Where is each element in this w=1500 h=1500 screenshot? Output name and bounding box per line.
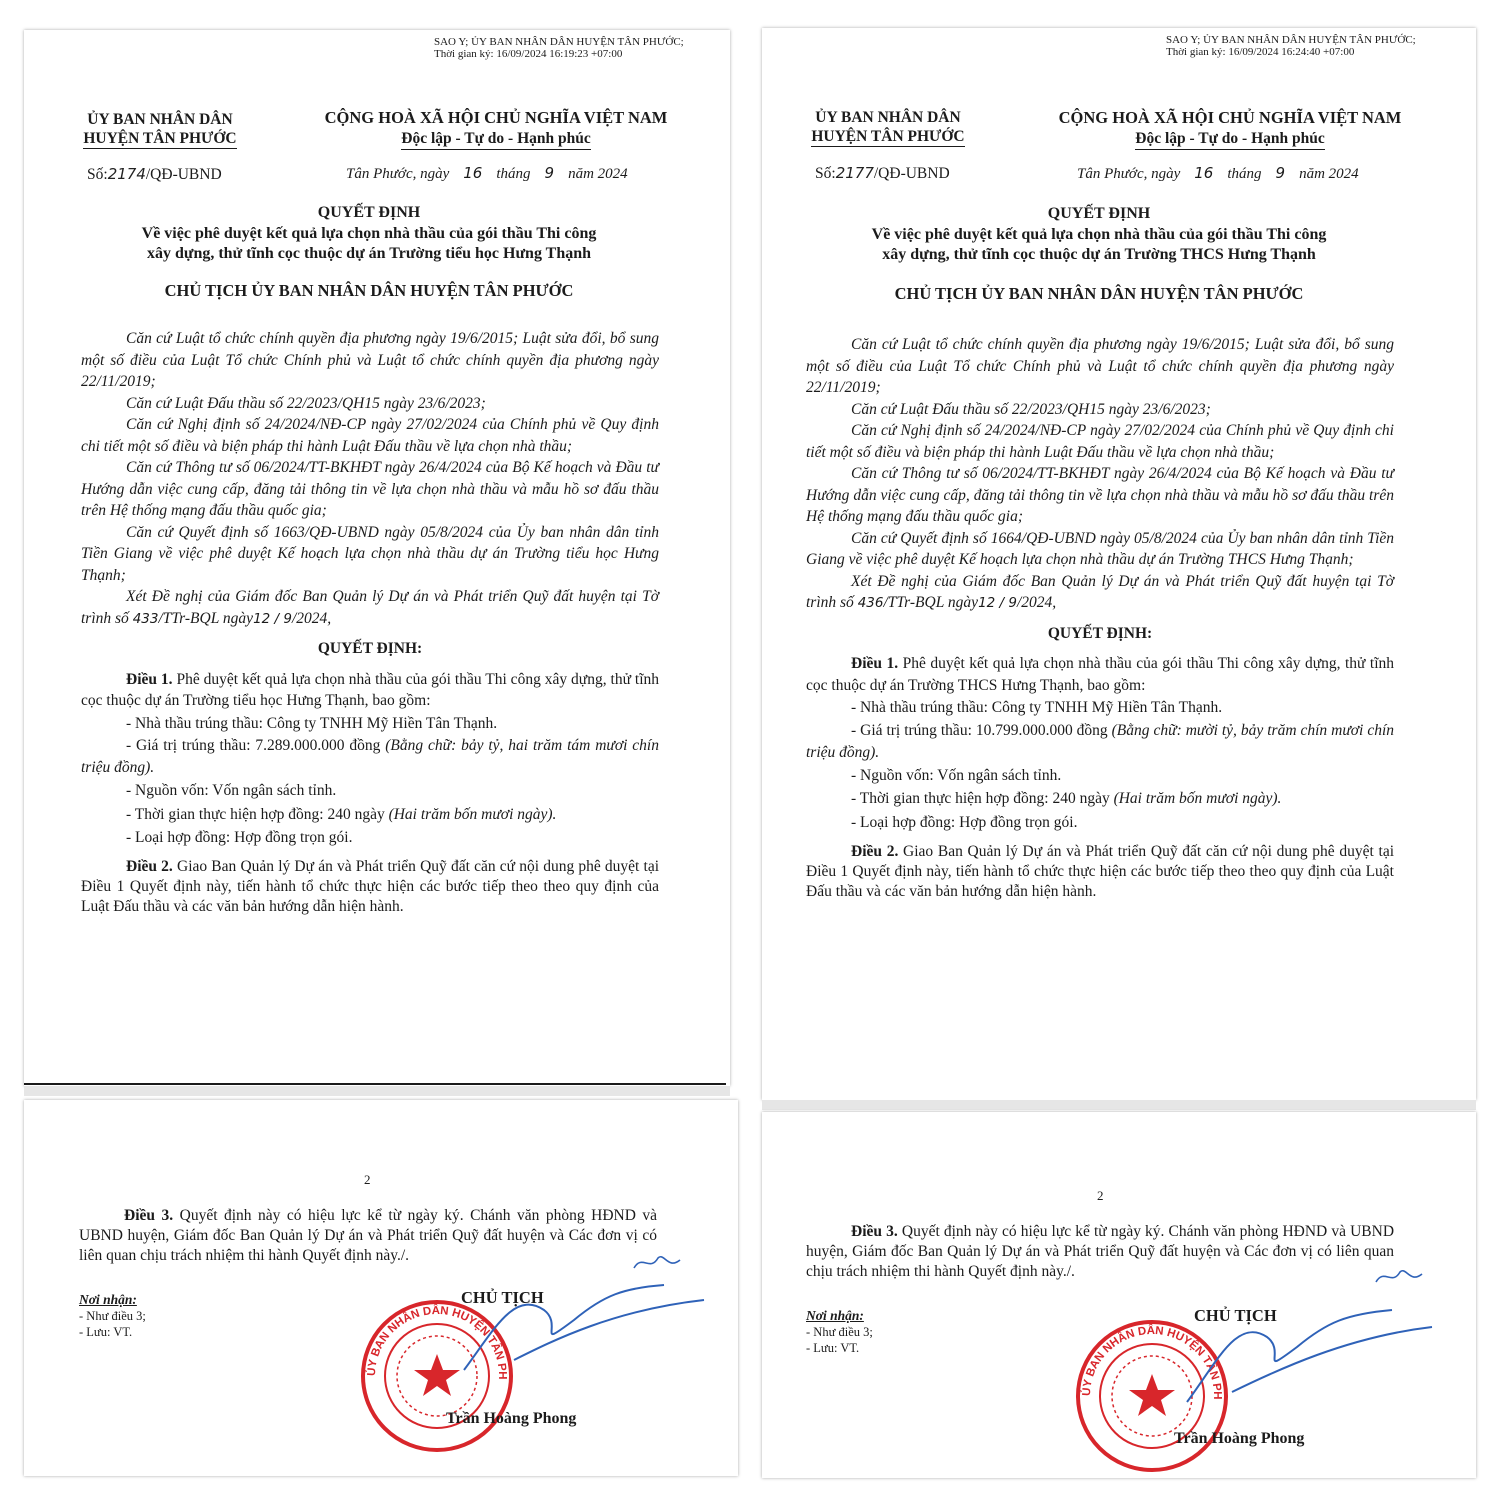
copy-stamp xyxy=(434,36,684,60)
article-1: Điều 1. Phê duyệt kết quả lựa chọn nhà thầu của gói thầu Thi công xây dựng, thử tĩnh cọc thuộc dự án Trường THCS Hưng Thạnh, bao gồm: xyxy=(806,655,1395,694)
article-1-contractor: - Nhà thầu trúng thầu: Công ty TNHH Mỹ Hiền Tân Thạnh. xyxy=(126,714,498,732)
article-2: Điều 2. Giao Ban Quản lý Dự án và Phát triển Quỹ đất căn cứ nội dung phê duyệt tại Điều 1 Quyết định này, tiến hành tổ chức thực hiện các bước tiếp theo theo quy định của Luật Đấu thầu và các văn bản hướng dẫn hiện hành. xyxy=(81,857,660,915)
article-3: Điều 3. Quyết định này có hiệu lực kể từ ngày ký. Chánh văn phòng HĐND và UBND huyện, Giám đốc Ban Quản lý Dự án và Phát triển Quỹ đất huyện và Các đơn vị có liên quan chịu trách nhiệm thi hành Quyết định này./. xyxy=(79,1207,658,1264)
article-1-type: - Loại hợp đồng: Hợp đồng trọn gói. xyxy=(126,829,353,846)
handwritten-month: 9 xyxy=(544,164,555,182)
page-number: 2 xyxy=(1097,1188,1104,1203)
decision-heading: QUYẾT ĐỊNH: xyxy=(317,640,423,657)
article-1-contractor: - Nhà thầu trúng thầu: Công ty TNHH Mỹ Hiền Tân Thạnh. xyxy=(851,699,1223,716)
left-document-page-2 xyxy=(24,1100,738,1476)
handwritten-number: 2174 xyxy=(107,165,146,183)
recipient-item: - Lưu: VT. xyxy=(79,1325,133,1339)
article-1-source: - Nguồn vốn: Vốn ngân sách tỉnh. xyxy=(851,766,1062,784)
org-line2: HUYỆN TÂN PHƯỚC xyxy=(83,130,237,147)
decision-title xyxy=(64,203,674,265)
basis-3: Căn cứ Nghị định số 24/2024/NĐ-CP ngày 27/02/2024 của Chính phủ về Quy định chi tiết một số điều và biện pháp thi hành Luật Đấu thầu về lựa chọn nhà thầu; xyxy=(806,422,1394,461)
article-2: Điều 2. Giao Ban Quản lý Dự án và Phát triển Quỹ đất căn cứ nội dung phê duyệt tại Điều 1 Quyết định này, tiến hành tổ chức thực hiện các bước tiếp theo theo quy định của Luật Đấu thầu và các văn bản hướng dẫn hiện hành. xyxy=(806,843,1395,900)
issuing-organization xyxy=(64,110,256,149)
article-1-duration: - Thời gian thực hiện hợp đồng: 240 ngày (Hai trăm bốn mươi ngày). xyxy=(851,790,1282,807)
signature xyxy=(454,1270,714,1390)
copy-stamp-line2: Thời gian ký: 16/09/2024 16:19:23 +07:00 xyxy=(434,48,623,60)
document-body xyxy=(81,328,659,917)
title-sub2: xây dựng, thử tĩnh cọc thuộc dự án Trường tiểu học Hưng Thạnh xyxy=(146,245,592,262)
issuing-authority: CHỦ TỊCH ỦY BAN NHÂN DÂN HUYỆN TÂN PHƯỚC xyxy=(164,281,574,300)
article-1-value: - Giá trị trúng thầu: 7.289.000.000 đồng (Bằng chữ: bảy tỷ, hai trăm tám mươi chín triệu đồng). xyxy=(81,737,659,776)
issue-date: Tân Phước, ngày 16 tháng 9 năm 2024 xyxy=(346,164,628,182)
signer-name: Trần Hoàng Phong xyxy=(1174,1430,1305,1447)
org-line1: ỦY BAN NHÂN DÂN xyxy=(87,111,233,128)
nation-line1: CỘNG HOÀ XÃ HỘI CHỦ NGHĨA VIỆT NAM xyxy=(1058,108,1402,127)
basis-5: Căn cứ Quyết định số 1664/QĐ-UBND ngày 05/8/2024 của Ủy ban nhân dân tỉnh Tiền Giang về việc phê duyệt Kế hoạch lựa chọn nhà thầu dự án Trường THCS Hưng Thạnh; xyxy=(806,529,1394,568)
basis-2: Căn cứ Luật Đấu thầu số 22/2023/QH15 ngày 23/6/2023; xyxy=(126,394,486,412)
handwritten-report-date: 12 / 9 xyxy=(978,595,1017,611)
national-header xyxy=(286,108,706,150)
national-header xyxy=(1020,108,1440,150)
article-1-duration: - Thời gian thực hiện hợp đồng: 240 ngày (Hai trăm bốn mươi ngày). xyxy=(126,805,557,823)
signer-title: CHỦ TỊCH xyxy=(461,1288,544,1307)
document-number: Số:2177/QĐ-UBND xyxy=(815,164,950,182)
page-edge-line xyxy=(24,1083,726,1085)
handwritten-report-number: 436 xyxy=(857,595,884,611)
issue-date: Tân Phước, ngày 16 tháng 9 năm 2024 xyxy=(1077,164,1359,182)
seal-text: ỦY BAN NHÂN DÂN HUYỆN TÂN PHƯỚC TỈNH TIỀN GIANG xyxy=(1067,1307,1224,1400)
recipients xyxy=(79,1292,146,1340)
recipient-item: - Như điều 3; xyxy=(79,1309,146,1323)
handwritten-day: 16 xyxy=(463,164,483,182)
page-gap-right xyxy=(762,1100,1476,1110)
handwritten-number: 2177 xyxy=(835,164,874,182)
nation-motto: Độc lập - Tự do - Hạnh phúc xyxy=(401,129,590,150)
title-sub2: xây dựng, thử tĩnh cọc thuộc dự án Trường THCS Hưng Thạnh xyxy=(882,246,1316,263)
article-1-source: - Nguồn vốn: Vốn ngân sách tỉnh. xyxy=(126,782,337,799)
signer-name: Trần Hoàng Phong xyxy=(446,1410,577,1427)
seal-text: ỦY BAN NHÂN DÂN HUYỆN TÂN PHƯỚC TỈNH TIỀN GIANG xyxy=(352,1287,509,1380)
org-line2: HUYỆN TÂN PHƯỚC xyxy=(811,128,965,145)
handwritten-day: 16 xyxy=(1194,164,1214,182)
basis-4: Căn cứ Thông tư số 06/2024/TT-BKHĐT ngày 26/4/2024 của Bộ Kế hoạch và Đầu tư Hướng dẫn việc cung cấp, đăng tải thông tin về lựa chọn nhà thầu và mẫu hồ sơ đấu thầu trên Hệ thống mạng đấu thầu quốc gia; xyxy=(806,465,1394,525)
copy-stamp xyxy=(1166,34,1416,58)
title-main: QUYẾT ĐỊNH xyxy=(1047,205,1151,222)
handwritten-report-number: 433 xyxy=(132,610,159,627)
title-sub1: Về việc phê duyệt kết quả lựa chọn nhà thầu của gói thầu Thi công xyxy=(141,224,597,242)
document-body xyxy=(806,334,1394,902)
recipients-label: Nơi nhận: xyxy=(79,1292,137,1307)
handwritten-month: 9 xyxy=(1275,164,1286,182)
basis-1: Căn cứ Luật tổ chức chính quyền địa phương ngày 19/6/2015; Luật sửa đổi, bổ sung một số điều của Luật Tổ chức Chính phủ và Luật tổ chức chính quyền địa phương ngày 22/11/2019; xyxy=(806,336,1394,396)
copy-stamp-line1: SAO Y; ỦY BAN NHÂN DÂN HUYỆN TÂN PHƯỚC; xyxy=(1166,34,1416,46)
article-1: Điều 1. Phê duyệt kết quả lựa chọn nhà thầu của gói thầu Thi công xây dựng, thử tĩnh cọc thuộc dự án Trường tiểu học Hưng Thạnh, bao gồm: xyxy=(81,670,660,709)
basis-2: Căn cứ Luật Đấu thầu số 22/2023/QH15 ngày 23/6/2023; xyxy=(851,400,1211,418)
right-document-page-2 xyxy=(762,1112,1476,1478)
recipients-label: Nơi nhận: xyxy=(806,1308,864,1323)
signature xyxy=(1177,1292,1437,1422)
page-gap-left xyxy=(24,1086,730,1096)
page-number: 2 xyxy=(364,1172,371,1187)
nation-line1: CỘNG HOÀ XÃ HỘI CHỦ NGHĨA VIỆT NAM xyxy=(324,108,668,127)
decision-title xyxy=(794,204,1404,266)
left-document-page-1 xyxy=(24,30,730,1086)
title-sub1: Về việc phê duyệt kết quả lựa chọn nhà thầu của gói thầu Thi công xyxy=(871,225,1327,243)
signer-title: CHỦ TỊCH xyxy=(1194,1306,1277,1325)
nation-motto: Độc lập - Tự do - Hạnh phúc xyxy=(1135,129,1324,150)
recipients xyxy=(806,1308,873,1356)
issuing-authority: CHỦ TỊCH ỦY BAN NHÂN DÂN HUYỆN TÂN PHƯỚC xyxy=(894,284,1304,303)
copy-stamp-line2: Thời gian ký: 16/09/2024 16:24:40 +07:00 xyxy=(1166,46,1355,58)
basis-4: Căn cứ Thông tư số 06/2024/TT-BKHĐT ngày 26/4/2024 của Bộ Kế hoạch và Đầu tư Hướng dẫn việc cung cấp, đăng tải thông tin về lựa chọn nhà thầu và mẫu hồ sơ đấu thầu trên Hệ thống mạng đấu thầu quốc gia; xyxy=(81,459,659,519)
title-main: QUYẾT ĐỊNH xyxy=(317,204,421,221)
proposal: Xét Đề nghị của Giám đốc Ban Quản lý Dự án và Phát triển Quỹ đất huyện tại Tờ trình số 436/TTr-BQL ngày12 / 9/2024, xyxy=(806,572,1394,611)
decision-heading: QUYẾT ĐỊNH: xyxy=(1047,624,1153,642)
proposal: Xét Đề nghị của Giám đốc Ban Quản lý Dự án và Phát triển Quỹ đất huyện tại Tờ trình số 433/TTr-BQL ngày12 / 9/2024, xyxy=(81,588,659,627)
handwritten-report-date: 12 / 9 xyxy=(253,610,292,627)
org-line1: ỦY BAN NHÂN DÂN xyxy=(815,109,961,126)
article-3: Điều 3. Quyết định này có hiệu lực kể từ ngày ký. Chánh văn phòng HĐND và UBND huyện, Giám đốc Ban Quản lý Dự án và Phát triển Quỹ đất huyện và Các đơn vị có liên quan chịu trách nhiệm thi hành Quyết định này./. xyxy=(806,1223,1395,1280)
initials xyxy=(1374,1264,1424,1289)
article-1-type: - Loại hợp đồng: Hợp đồng trọn gói. xyxy=(851,813,1078,831)
copy-stamp-line1: SAO Y; ỦY BAN NHÂN DÂN HUYỆN TÂN PHƯỚC; xyxy=(434,36,684,48)
basis-1: Căn cứ Luật tổ chức chính quyền địa phương ngày 19/6/2015; Luật sửa đổi, bổ sung một số điều của Luật Tổ chức Chính phủ và Luật tổ chức chính quyền địa phương ngày 22/11/2019; xyxy=(81,330,659,390)
basis-5: Căn cứ Quyết định số 1663/QĐ-UBND ngày 05/8/2024 của Ủy ban nhân dân tỉnh Tiền Giang về việc phê duyệt Kế hoạch lựa chọn nhà thầu dự án Trường tiểu học Hưng Thạnh; xyxy=(81,523,659,584)
article-1-value: - Giá trị trúng thầu: 10.799.000.000 đồng (Bằng chữ: mười tỷ, bảy trăm chín mươi chín triệu đồng). xyxy=(806,721,1395,761)
recipient-item: - Như điều 3; xyxy=(806,1325,873,1339)
issuing-organization xyxy=(792,108,984,147)
document-number: Số:2174/QĐ-UBND xyxy=(87,165,222,183)
basis-3: Căn cứ Nghị định số 24/2024/NĐ-CP ngày 27/02/2024 của Chính phủ về Quy định chi tiết một số điều và biện pháp thi hành Luật Đấu thầu về lựa chọn nhà thầu; xyxy=(81,416,659,455)
right-document-page-1 xyxy=(762,28,1476,1100)
recipient-item: - Lưu: VT. xyxy=(806,1341,860,1355)
initials xyxy=(632,1250,682,1275)
